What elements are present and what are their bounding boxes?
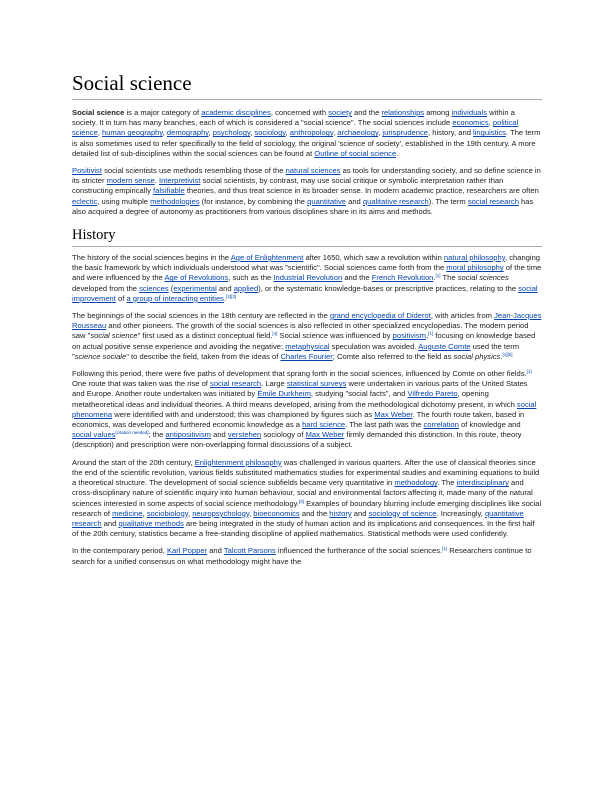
text-run: sociology of bbox=[261, 430, 306, 440]
text-run: The bbox=[440, 273, 458, 283]
text-run: and bbox=[351, 508, 369, 518]
wiki-link[interactable]: grand encyclopedia of Diderot bbox=[329, 311, 431, 321]
wiki-link[interactable]: society bbox=[328, 108, 352, 117]
text-run: , with articles from bbox=[430, 311, 495, 321]
text-run: ; Comte also referred to the field as bbox=[332, 351, 454, 361]
wiki-link[interactable]: correlation bbox=[423, 420, 459, 430]
text-run: . Large bbox=[261, 379, 287, 389]
text-run: , concerned with bbox=[270, 108, 329, 117]
text-run: , bbox=[249, 508, 254, 518]
wiki-link[interactable]: quantitative research bbox=[72, 508, 524, 528]
text-run: within a society. It in turn has many branches, each of which is considered a "social science". The social sciences include bbox=[72, 108, 515, 128]
wiki-link[interactable]: medicine bbox=[112, 508, 143, 518]
text-run: . The last path was the bbox=[345, 420, 424, 430]
citation-ref[interactable]: [1] bbox=[526, 369, 532, 375]
wiki-link[interactable]: Max Weber bbox=[305, 430, 345, 440]
text-run: and bbox=[210, 430, 228, 440]
text-run: , bbox=[426, 331, 429, 341]
wiki-link[interactable]: antipositivism bbox=[165, 430, 211, 440]
wiki-link[interactable]: Jean-Jacques Rousseau bbox=[72, 311, 542, 331]
text-run: . The term is also sometimes used to refer specifically to the field of sociology, the original 'science of society', established in the 19th century. A more detailed list of sub-disciplines within the social sciences can be found at bbox=[72, 128, 541, 158]
wiki-link[interactable]: human geography bbox=[101, 128, 163, 138]
text-run: were undertaken in various parts of the United States and Europe. Another route undertaken was initiated by bbox=[72, 379, 528, 399]
wiki-link[interactable]: statistical surveys bbox=[286, 379, 347, 389]
text-run: , opening metatheoretical ideas and individual theories. A third means developed, arising from the methodological dichotomy present, in which bbox=[72, 389, 517, 409]
text-run: " first used as a distinct conceptual field. bbox=[137, 331, 273, 341]
text-run: of bbox=[115, 293, 127, 303]
paragraph bbox=[72, 369, 542, 451]
wiki-link[interactable]: demography bbox=[166, 128, 209, 138]
wiki-link[interactable]: moral philosophy bbox=[446, 263, 504, 273]
wiki-link[interactable]: psychology bbox=[212, 128, 251, 138]
paragraph bbox=[72, 166, 542, 217]
wiki-link[interactable]: Outline of social science bbox=[314, 148, 397, 158]
wiki-link[interactable]: Talcott Parsons bbox=[223, 546, 276, 556]
text-run: used the term " bbox=[72, 341, 520, 361]
text-run: One route that was taken was the rise of bbox=[72, 379, 211, 389]
wiki-link[interactable]: quantitative bbox=[307, 196, 346, 206]
wiki-link[interactable]: jurisprudence bbox=[382, 128, 429, 138]
wiki-link[interactable]: social research bbox=[210, 379, 262, 389]
text-run: and the bbox=[342, 273, 372, 283]
paragraph bbox=[72, 311, 542, 362]
text-run: ). The term bbox=[428, 196, 468, 206]
text-run: ( bbox=[168, 283, 174, 293]
wiki-link[interactable]: neuropsychology bbox=[192, 508, 250, 518]
text-run: as tools for understanding society, and so define science in its stricter bbox=[72, 166, 541, 186]
wiki-link[interactable]: qualitative research bbox=[362, 196, 429, 206]
text-run: , history, and bbox=[428, 128, 474, 138]
text-run: and bbox=[216, 283, 234, 293]
citation-ref[interactable]: [1] bbox=[442, 546, 448, 552]
text-run: speculation was avoided. bbox=[329, 341, 419, 351]
paragraph bbox=[72, 108, 542, 159]
italic-term: social science bbox=[90, 331, 138, 341]
text-run: . Increasingly, bbox=[436, 508, 485, 518]
text-run: social scientists, by contrast, may use social critique or symbolic interpretation rather than constructing empirically bbox=[72, 176, 504, 196]
section-heading: History bbox=[72, 226, 542, 247]
wiki-link[interactable]: archaeology bbox=[337, 128, 379, 138]
text-run: developed from the bbox=[72, 283, 140, 293]
wiki-link[interactable]: a group of interacting entities bbox=[126, 293, 224, 303]
wiki-link[interactable]: anthropology bbox=[289, 128, 334, 138]
text-run: of the time and were influenced by the bbox=[72, 263, 542, 283]
article-sections bbox=[72, 108, 542, 567]
wiki-link[interactable]: modern sense bbox=[106, 176, 155, 186]
citation-ref[interactable]: [2][3] bbox=[226, 293, 237, 299]
wiki-link[interactable]: Max Weber bbox=[374, 409, 413, 419]
wiki-link[interactable]: bioeconomics bbox=[253, 508, 300, 518]
wiki-link[interactable]: applied bbox=[233, 283, 259, 293]
citation-ref[interactable]: [1][5] bbox=[502, 351, 513, 357]
text-run: . bbox=[500, 351, 503, 361]
wiki-link[interactable]: French Revolution bbox=[371, 273, 434, 283]
paragraph bbox=[72, 546, 542, 566]
wiki-link[interactable]: experimental bbox=[173, 283, 217, 293]
text-run: and cross-disciplinary nature of scientific inquiry into human behaviour, social and environmental factors affecting it, made many of the natural sciences interested in some aspects of social science methodology. bbox=[72, 478, 533, 508]
text-run: ), or the systematic knowledge-bases or prescriptive practices, relating to the bbox=[258, 283, 519, 293]
wiki-link[interactable]: methodology bbox=[394, 478, 438, 488]
wiki-link[interactable]: history bbox=[329, 508, 352, 518]
text-run: was challenged in various quarters. After the use of classical theories since the end of the scientific revolution, various fields substituted mathematics studies for experimental studies and examining equations to build a theoretical structure. The development of social science subfields became very quantitative in bbox=[72, 457, 540, 488]
wiki-link[interactable]: falsifiable bbox=[153, 186, 185, 196]
text-run: Following this period, there were five paths of development that sprang forth in the social sciences, influenced by Comte on other fields. bbox=[72, 369, 527, 379]
text-run: . bbox=[223, 293, 227, 303]
wiki-link[interactable]: social values bbox=[72, 430, 116, 440]
text-run: , bbox=[97, 128, 102, 138]
paragraph bbox=[72, 253, 542, 304]
text-run: . The fourth route taken, based in economics, was developed and furthered economic knowledge as a bbox=[72, 409, 525, 430]
text-run: and the bbox=[351, 108, 382, 117]
text-run: , using multiple bbox=[97, 196, 151, 206]
text-run: , bbox=[250, 128, 255, 138]
paragraph bbox=[72, 458, 542, 540]
wiki-link[interactable]: Age of Enlightenment bbox=[230, 253, 304, 263]
wiki-link[interactable]: natural philosophy bbox=[443, 253, 505, 263]
text-run: , such as the bbox=[228, 273, 274, 283]
text-run: and bbox=[101, 518, 119, 528]
text-run: The beginnings of the social sciences in the 18th century are reflected in the bbox=[72, 311, 330, 321]
wiki-link[interactable]: qualitative methods bbox=[118, 518, 184, 528]
italic-term: science sociale bbox=[74, 351, 127, 361]
text-run: . bbox=[154, 176, 159, 186]
article-title: Social science bbox=[72, 70, 542, 100]
text-run: after 1650, which saw a revolution within bbox=[303, 253, 444, 263]
wiki-link[interactable]: political science bbox=[72, 118, 519, 138]
wiki-link[interactable]: sciences bbox=[139, 283, 169, 293]
wiki-link[interactable]: Industrial Revolution bbox=[273, 273, 343, 283]
wiki-link[interactable]: interdisciplinary bbox=[456, 478, 509, 488]
text-run: . bbox=[433, 273, 436, 283]
text-run: influenced the furtherance of the social sciences. bbox=[275, 546, 443, 556]
text-run: , bbox=[187, 508, 193, 518]
text-run: Around the start of the 20th century, bbox=[72, 457, 195, 467]
wiki-link[interactable]: Enlightenment philosophy bbox=[194, 457, 282, 467]
text-run: , bbox=[208, 128, 213, 138]
text-run: Examples of boundary blurring include emerging disciplines like social research of bbox=[72, 498, 542, 518]
wiki-link[interactable]: social phenomena bbox=[72, 399, 537, 419]
text-run: , bbox=[378, 128, 383, 138]
text-run: and bbox=[207, 546, 224, 556]
article-body bbox=[72, 70, 542, 574]
text-run: . The bbox=[437, 478, 457, 488]
citation-ref[interactable]: [citation needed] bbox=[115, 430, 149, 436]
citation-ref[interactable]: [1] bbox=[435, 273, 441, 279]
text-run: of knowledge and bbox=[458, 420, 521, 430]
wiki-link[interactable]: natural sciences bbox=[285, 166, 341, 176]
citation-ref[interactable]: [6] bbox=[298, 498, 304, 504]
text-run: Social science was influenced by bbox=[277, 331, 393, 341]
citation-ref[interactable]: [1] bbox=[428, 331, 434, 337]
text-run: and the bbox=[299, 508, 330, 518]
text-run: has also acquired a degree of autonomy as practitioners from various disciplines share in its aims and methods. bbox=[72, 196, 534, 216]
text-run: , bbox=[488, 118, 493, 128]
text-run: firmly demanded this distinction. In this route, theory (description) and prescription were non-overlapping formal discussions of a subject. bbox=[72, 430, 522, 450]
text-run: were identified with and understood; this was championed by figures such as bbox=[112, 409, 375, 419]
wiki-link[interactable]: Age of Revolutions bbox=[164, 273, 229, 283]
wiki-link[interactable]: academic disciplines bbox=[201, 108, 271, 117]
text-run: , changing the basic framework by which individuals understood what was "scientific". Social sciences came forth from the bbox=[72, 253, 541, 273]
text-run: theories, and thus treat science in its broader sense. In modern academic practice, researchers are often bbox=[184, 186, 539, 196]
text-run: focusing on knowledge based on actual positive sense experience and avoiding the negative; bbox=[72, 331, 536, 351]
text-run: and other pioneers. The growth of the social sciences is also reflected in other specialized encyclopedias. The modern period saw " bbox=[72, 321, 529, 341]
wiki-link[interactable]: Positivist bbox=[72, 166, 102, 176]
text-run: , bbox=[285, 128, 290, 138]
bold-term: Social science bbox=[72, 108, 125, 117]
wiki-link[interactable]: Interpretivist bbox=[158, 176, 201, 186]
wiki-link[interactable]: sociology of science bbox=[368, 508, 437, 518]
wiki-link[interactable]: sociology bbox=[254, 128, 286, 138]
text-run: (for instance, by combining the bbox=[199, 196, 308, 206]
wiki-link[interactable]: metaphysical bbox=[285, 341, 330, 351]
text-run: , studying "social facts", and bbox=[310, 389, 408, 399]
text-run: and bbox=[345, 196, 363, 206]
text-run: " to describe the field, taken from the ideas of bbox=[126, 351, 281, 361]
wiki-link[interactable]: verstehen bbox=[227, 430, 262, 440]
wiki-link[interactable]: methodologies bbox=[150, 196, 200, 206]
wiki-link[interactable]: positivism bbox=[392, 331, 426, 341]
wiki-link[interactable]: sociobiology bbox=[146, 508, 188, 518]
wiki-link[interactable]: economics bbox=[452, 118, 489, 128]
text-run: . bbox=[396, 148, 399, 158]
text-run: is a major category of bbox=[124, 108, 202, 117]
italic-term: social sciences bbox=[457, 273, 509, 283]
text-run: Researchers continue to search for a unified consensus on what methodology might have the bbox=[72, 546, 532, 566]
text-run: In the contemporary period, bbox=[72, 546, 167, 556]
wiki-link[interactable]: Émile Durkheim bbox=[257, 389, 311, 399]
italic-term: social physics bbox=[453, 351, 501, 361]
citation-ref[interactable]: [4] bbox=[272, 331, 278, 337]
text-run: are being integrated in the study of human action and its implications and consequences. In the first half of the 20th century, statistics became a free-standing discipline of applied mathematics. Statistical methods were used confidently. bbox=[72, 518, 535, 539]
wiki-link[interactable]: linguistics bbox=[473, 128, 506, 138]
text-run: ; the bbox=[148, 430, 166, 440]
wiki-link[interactable]: social research bbox=[467, 196, 519, 206]
wiki-link[interactable]: hard science bbox=[302, 420, 346, 430]
text-run: , bbox=[333, 128, 338, 138]
text-run: social scientists use methods resembling those of the bbox=[101, 166, 286, 176]
wiki-link[interactable]: individuals bbox=[451, 108, 488, 117]
wiki-link[interactable]: relationships bbox=[381, 108, 425, 117]
wiki-link[interactable]: Auguste Comte bbox=[418, 341, 471, 351]
text-run: among bbox=[424, 108, 452, 117]
text-run: , bbox=[162, 128, 167, 138]
wiki-link[interactable]: Charles Fourier bbox=[280, 351, 333, 361]
wiki-link[interactable]: Karl Popper bbox=[166, 546, 208, 556]
wiki-link[interactable]: Vilfredo Pareto bbox=[407, 389, 458, 399]
wiki-link[interactable]: eclectic bbox=[72, 196, 98, 206]
text-run: The history of the social sciences begins in the bbox=[72, 253, 231, 263]
wiki-link[interactable]: social improvement bbox=[72, 283, 538, 303]
text-run: , bbox=[142, 508, 147, 518]
